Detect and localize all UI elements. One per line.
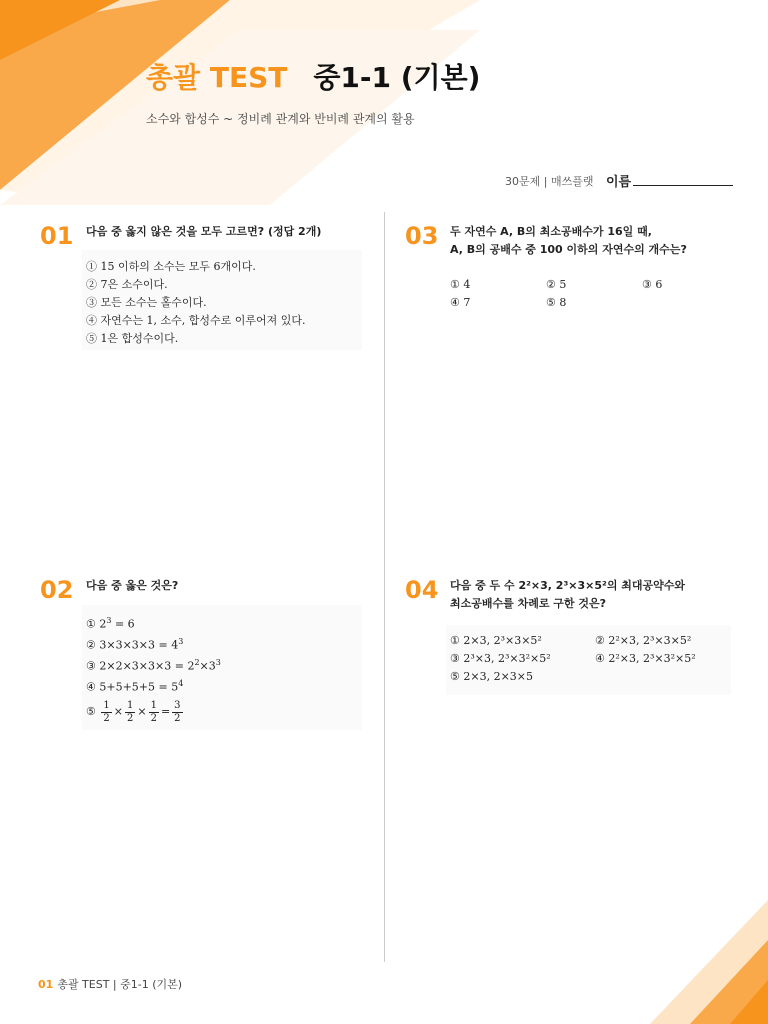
q04-option-3[interactable]: ③ 2³×3, 2³×3²×5² [450,652,551,665]
q01-option-3[interactable]: ③ 모든 소수는 홀수이다. [86,296,207,309]
fraction: $\frac{1}{2}$ [103,699,110,724]
q03-option-2[interactable]: ② 5 [546,278,567,291]
q02-options [86,612,221,728]
q02-option-3[interactable]: ③ $2\times 2\times 3\times 3\times 3 = 2^2\times 3^3$ [86,658,221,673]
q04-text-line1: 다음 중 두 수 2²×3, 2³×3×5²의 최대공약수와 [450,579,686,592]
q03-option-3[interactable]: ③ 6 [642,278,663,291]
q03-option-5[interactable]: ⑤ 8 [546,296,567,309]
q01-option-5[interactable]: ⑤ 1은 합성수이다. [86,332,179,345]
title-main: 총괄 TEST [146,61,288,94]
q03-option-1[interactable]: ① 4 [450,278,471,291]
q03-text [450,223,687,259]
q03-text-line1: 두 자연수 A, B의 최소공배수가 16일 때, [450,225,652,238]
q03-options [450,276,738,312]
q04-option-2[interactable]: ② 2²×3, 2³×3×5² [595,634,692,647]
q04-option-5[interactable]: ⑤ 2×3, 2×3×5 [450,670,533,683]
q04-option-4[interactable]: ④ 2²×3, 2³×3²×5² [595,652,696,665]
subtitle: 소수와 합성수 ~ 정비례 관계와 반비례 관계의 활용 [146,112,415,126]
q02-option-1[interactable]: ① $2^3 = 6$ [86,616,135,631]
q04-text [450,577,685,613]
name-field-line[interactable] [633,185,733,186]
column-divider [384,212,385,962]
fraction: $\frac{3}{2}$ [174,699,181,724]
q01-option-1[interactable]: ① 15 이하의 소수는 모두 6개이다. [86,260,256,273]
q02-number: 02 [40,576,74,604]
page-title [146,56,480,96]
q01-text: 다음 중 옳지 않은 것을 모두 고르면? (정답 2개) [86,225,322,238]
q04-options [450,632,740,686]
q02-text: 다음 중 옳은 것은? [86,579,179,592]
q04-text-line2: 최소공배수를 차례로 구한 것은? [450,597,607,610]
q02-option-5[interactable]: ⑤ $\frac{1}{2}$ × $\frac{1}{2}$ × $\frac{1}{2}$ = $\frac{3}{2}$ [86,699,181,724]
q03-number: 03 [405,222,439,250]
q02-option-2[interactable]: ② $3\times 3\times 3\times 3 = 4^3$ [86,637,184,652]
meta-text: 30문제 | 매쓰플랫 [505,175,594,188]
q01-option-4[interactable]: ④ 자연수는 1, 소수, 합성수로 이루어져 있다. [86,314,306,327]
q01-number: 01 [40,222,74,250]
footer [38,976,182,992]
q02-option-4[interactable]: ④ $5+5+5+5 = 5^4$ [86,679,184,694]
fraction: $\frac{1}{2}$ [150,699,157,724]
fraction: $\frac{1}{2}$ [126,699,134,724]
title-sub: 중1-1 (기본) [313,61,481,94]
q03-option-4[interactable]: ④ 7 [450,296,471,309]
q04-number: 04 [405,576,439,604]
footer-page-number: 01 [38,978,54,991]
name-label: 이름 [606,175,632,190]
footer-label: 총괄 TEST | 중1-1 (기본) [57,978,183,991]
q04-option-1[interactable]: ① 2×3, 2³×3×5² [450,634,542,647]
q01-options [86,258,305,348]
q01-option-2[interactable]: ② 7은 소수이다. [86,278,168,291]
q03-text-line2: A, B의 공배수 중 100 이하의 자연수의 개수는? [450,243,687,256]
